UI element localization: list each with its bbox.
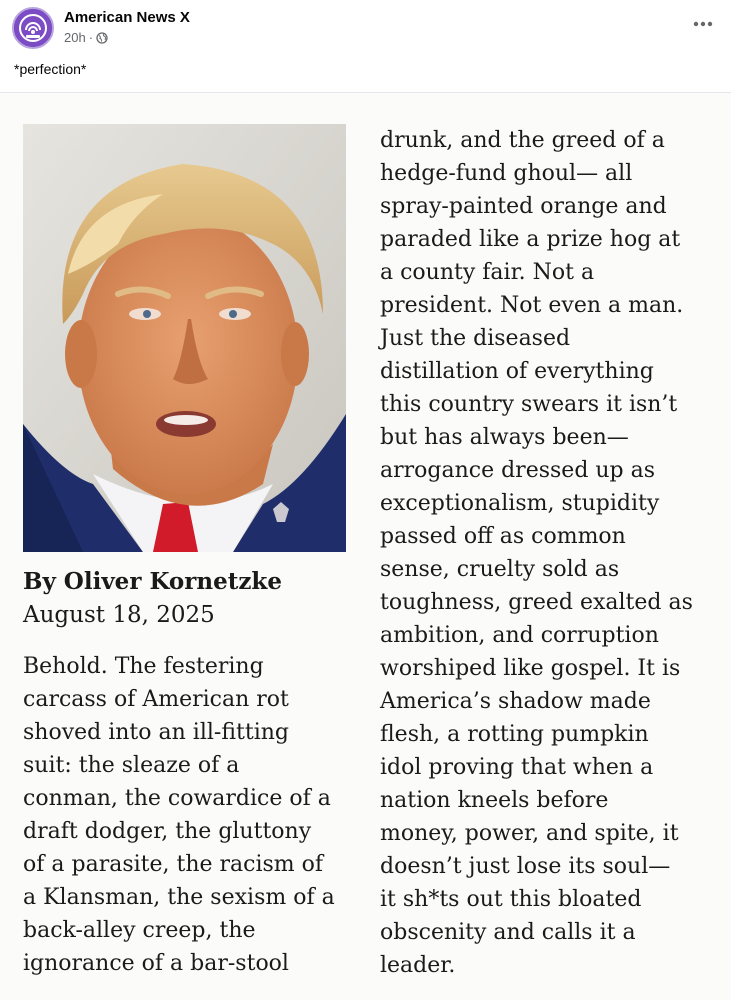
text-line: money, power, and spite, it	[380, 821, 679, 846]
post-header	[0, 0, 731, 93]
page-name-link[interactable]: American News X	[64, 9, 190, 26]
text-line: passed off as common	[380, 524, 626, 549]
text-line: back-alley creep, the	[23, 918, 256, 943]
text-line: arrogance dressed up as	[380, 458, 656, 483]
article-column-left	[23, 650, 358, 980]
article-byline: By Oliver Kornetzke	[23, 568, 282, 595]
text-line: of a parasite, the racism of	[23, 852, 324, 877]
post-image[interactable]	[0, 93, 731, 1000]
text-line: spray-painted orange and	[380, 194, 667, 219]
broadcast-logo-icon	[14, 9, 52, 47]
text-line: America’s shadow made	[380, 689, 651, 714]
text-line: a Klansman, the sexism of a	[23, 885, 335, 910]
text-line: idol proving that when a	[380, 755, 654, 780]
text-line: drunk, and the greed of a	[380, 128, 665, 153]
text-line: paraded like a prize hog at	[380, 227, 681, 252]
text-line: this country swears it isn’t	[380, 392, 678, 417]
text-line: nation kneels before	[380, 788, 609, 813]
text-line: flesh, a rotting pumpkin	[380, 722, 649, 747]
article-date: August 18, 2025	[23, 602, 215, 628]
text-line: president. Not even a man.	[380, 293, 684, 318]
text-line: Behold. The festering	[23, 654, 264, 679]
more-dots-icon[interactable]	[691, 14, 715, 34]
text-line: toughness, greed exalted as	[380, 590, 693, 615]
post-caption: *perfection*	[14, 61, 87, 77]
globe-icon[interactable]	[96, 32, 108, 44]
text-line: conman, the cowardice of a	[23, 786, 331, 811]
text-line: leader.	[380, 953, 456, 978]
text-line: ambition, and corruption	[380, 623, 659, 648]
text-line: obscenity and calls it a	[380, 920, 636, 945]
text-line: a county fair. Not a	[380, 260, 595, 285]
text-line: carcass of American rot	[23, 687, 289, 712]
text-line: worshiped like gospel. It is	[380, 656, 681, 681]
post-time[interactable]: 20h	[64, 30, 86, 45]
text-line: exceptionalism, stupidity	[380, 491, 660, 516]
text-line: it sh*ts out this bloated	[380, 887, 642, 912]
text-line: Just the diseased	[380, 326, 571, 351]
text-line: shoved into an ill-fitting	[23, 720, 289, 745]
portrait-photo	[23, 124, 346, 552]
text-line: but has always been—	[380, 425, 629, 450]
text-line: ignorance of a bar-stool	[23, 951, 289, 976]
article-column-right	[380, 124, 725, 982]
text-line: draft dodger, the gluttony	[23, 819, 312, 844]
text-line: sense, cruelty sold as	[380, 557, 620, 582]
page-avatar[interactable]	[12, 7, 54, 49]
text-line: distillation of everything	[380, 359, 654, 384]
post-meta	[64, 30, 108, 45]
meta-separator: ·	[88, 30, 94, 45]
text-line: doesn’t just lose its soul—	[380, 854, 671, 879]
text-line: suit: the sleaze of a	[23, 753, 240, 778]
text-line: hedge-fund ghoul— all	[380, 161, 633, 186]
